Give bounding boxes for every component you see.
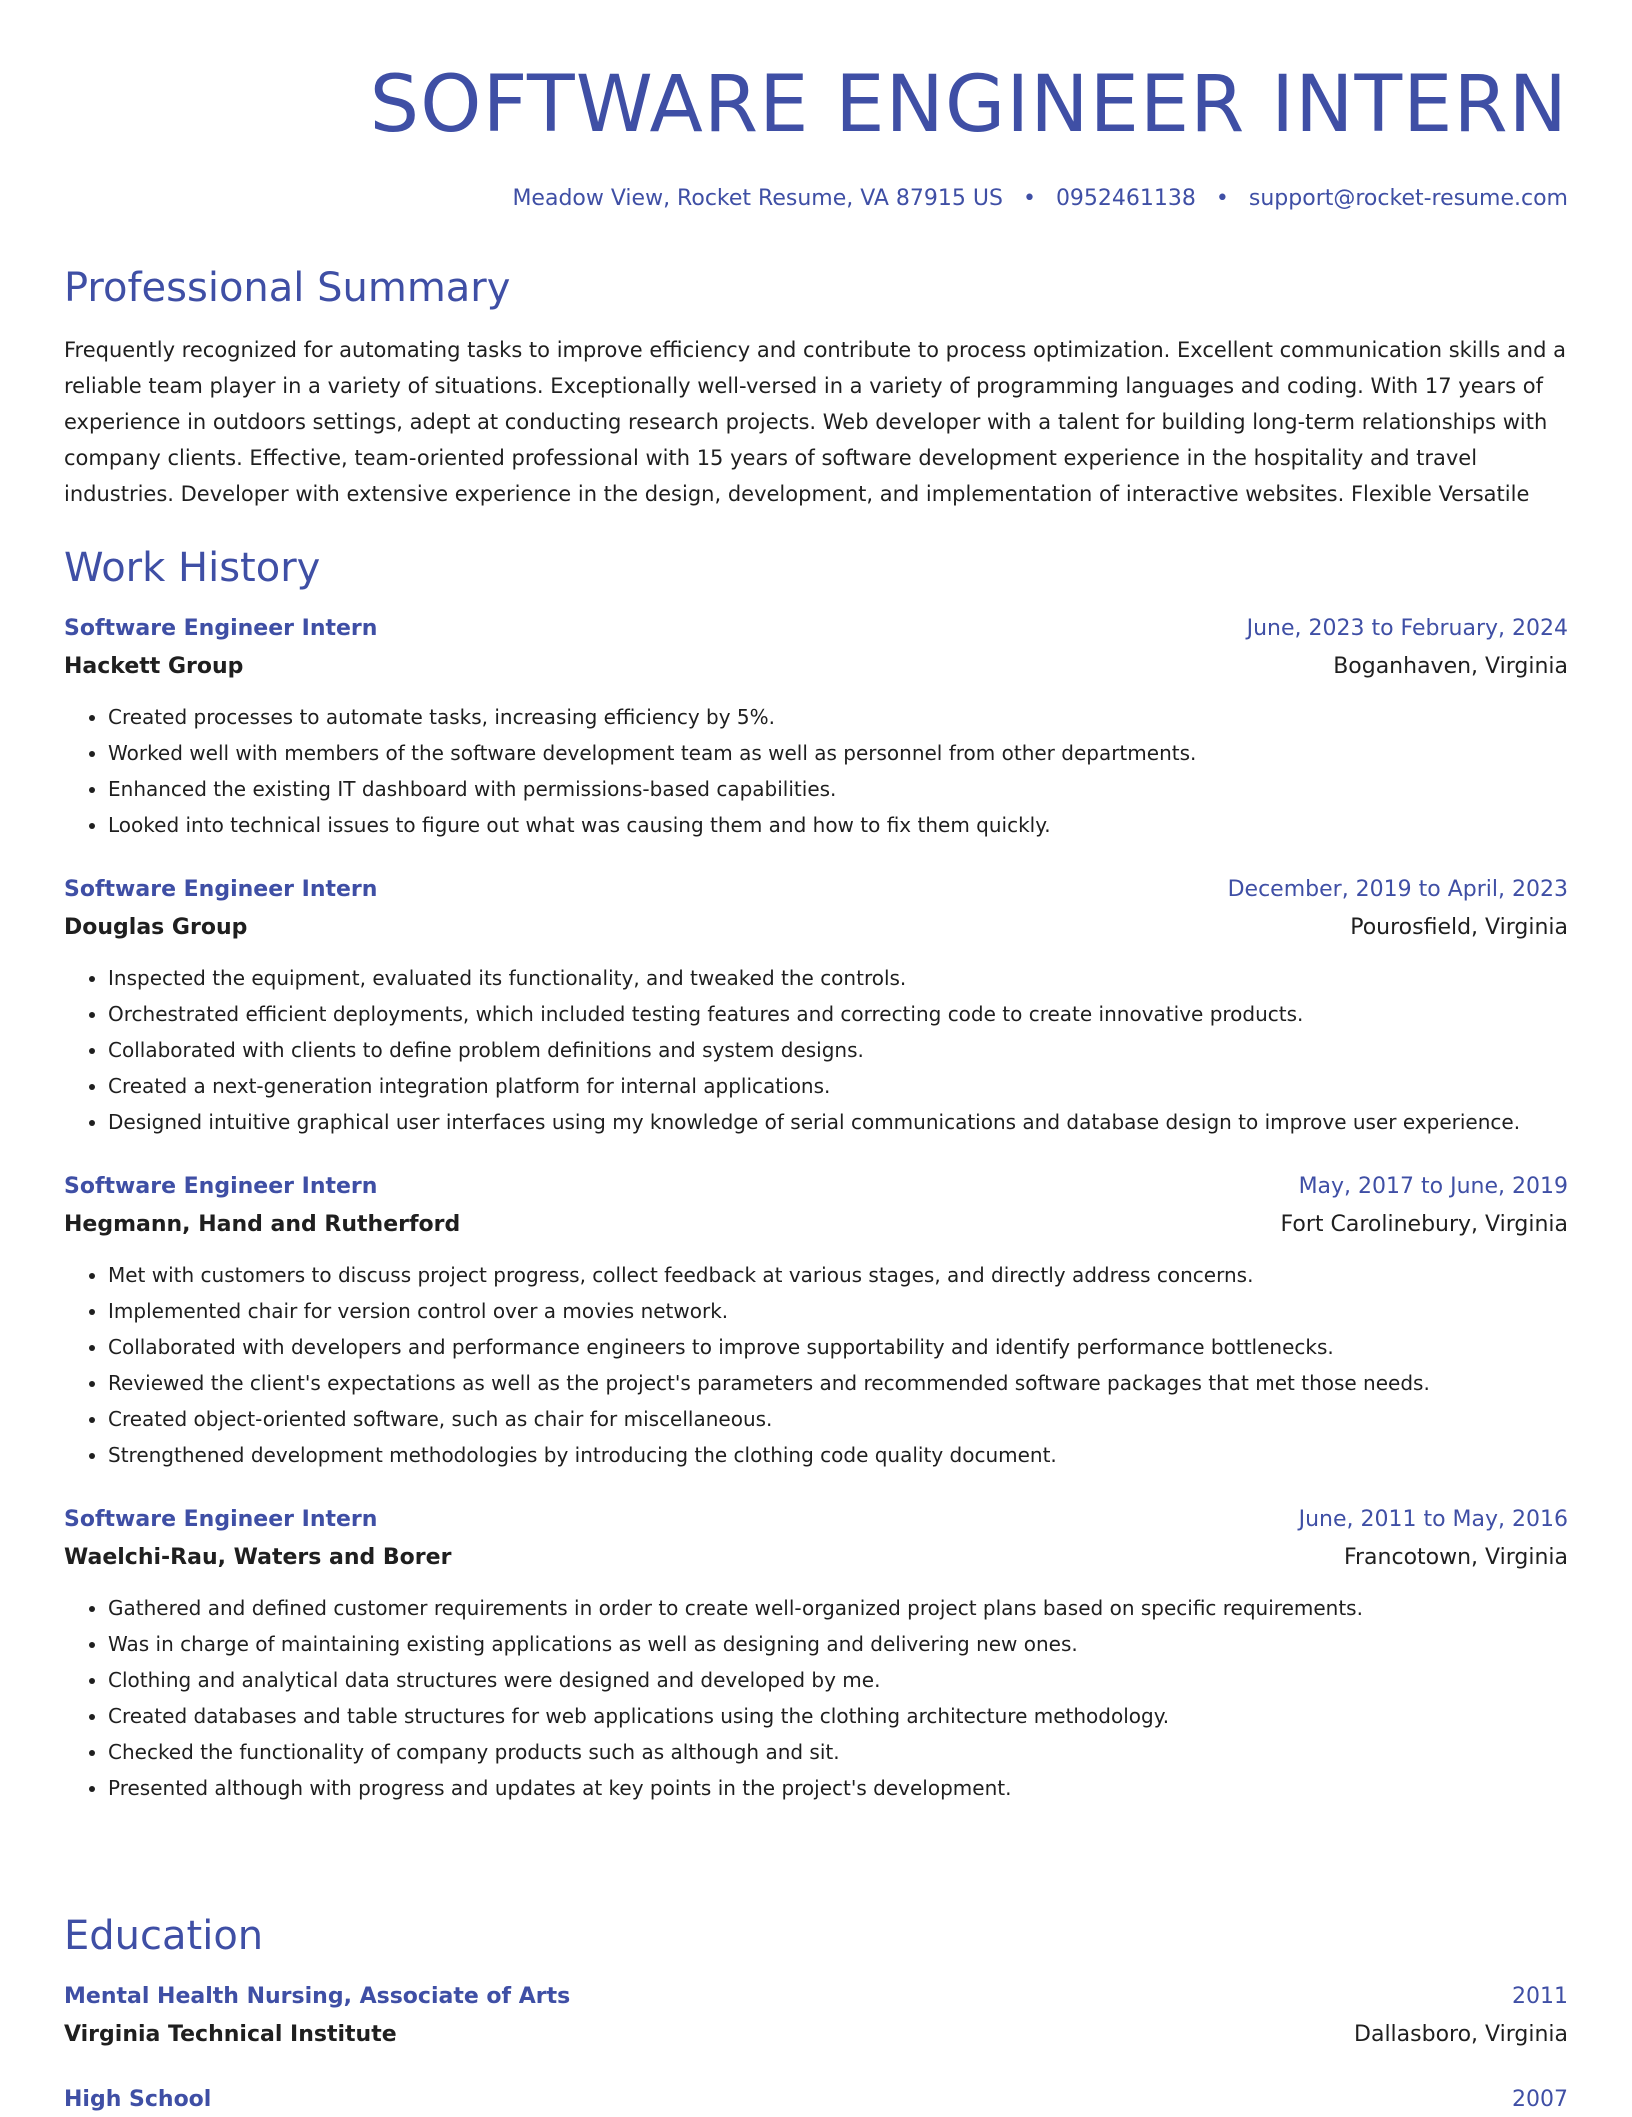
job-title: Software Engineer Intern [64,1507,378,1532]
resume-title: SOFTWARE ENGINEER INTERN [369,60,1568,150]
summary-section [64,262,1568,512]
job-location: Fort Carolinebury, Virginia [1280,1212,1568,1237]
job-bullets [64,1257,1568,1473]
job-title: Software Engineer Intern [64,877,378,902]
job-bullet: • Created processes to automate tasks, increasing efficiency by 5%. [108,699,1568,735]
job-entry [64,1170,1568,1473]
contact-separator: • [1215,186,1229,211]
job-bullet: • Strengthened development methodologies by introducing the clothing code quality document. [108,1437,1568,1473]
job-bullets [64,699,1568,843]
summary-text: Frequently recognized for automating tasks to improve efficiency and contribute to process optimization. Excellent communication skills and a reliable team player in a variety of situations. Exceptionally well-versed in a variety of programming languages and coding. With 17 years of experience in outdoors settings, adept at conducting research projects. Web developer with a talent for building long-term relationships with company clients. Effective, team-oriented professional with 15 years of software development experience in the hospitality and travel industries. Developer with extensive experience in the design, development, and implementation of interactive websites. Flexible Versatile [64,338,1566,506]
contact-address: Meadow View, Rocket Resume, VA 87915 US [512,186,1003,211]
job-location: Boganhaven, Virginia [1333,654,1568,679]
work-history-section [64,542,1568,1806]
education-heading: Education [64,1913,264,1959]
education-location: Dallasboro, Virginia [1354,2022,1568,2047]
job-bullet: • Checked the functionality of company products such as although and sit. [108,1734,1568,1770]
education-entry [64,1980,1568,2051]
job-bullet: • Inspected the equipment, evaluated its functionality, and tweaked the controls. [108,960,1568,996]
job-bullet: • Was in charge of maintaining existing applications as well as designing and delivering new ones. [108,1626,1568,1662]
job-dates: June, 2011 to May, 2016 [1298,1507,1568,1532]
job-bullet: • Created object-oriented software, such as chair for miscellaneous. [108,1401,1568,1437]
job-title: Software Engineer Intern [64,1174,378,1199]
job-location: Pourosfield, Virginia [1350,915,1568,940]
job-bullet: • Worked well with members of the software development team as well as personnel from other departments. [108,735,1568,771]
work-history-heading: Work History [64,545,321,591]
job-company: Hackett Group [64,654,244,679]
education-section [64,1910,1568,2117]
job-bullet: • Clothing and analytical data structures were designed and developed by me. [108,1662,1568,1698]
job-bullet: • Orchestrated efficient deployments, which included testing features and correcting code to create innovative products. [108,996,1568,1032]
job-bullet: • Looked into technical issues to figure out what was causing them and how to fix them quickly. [108,807,1568,843]
resume-page [64,0,1568,2112]
job-entry [64,873,1568,1140]
contact-email: support@rocket-resume.com [1248,186,1568,211]
education-year: 2011 [1512,1984,1568,2009]
job-bullets [64,1590,1568,1806]
job-bullet: • Reviewed the client's expectations as well as the project's parameters and recommended software packages that met those needs. [108,1365,1568,1401]
job-title: Software Engineer Intern [64,616,378,641]
job-company: Douglas Group [64,915,248,940]
job-company: Hegmann, Hand and Rutherford [64,1212,461,1237]
job-bullet: • Presented although with progress and updates at key points in the project's development. [108,1770,1568,1806]
job-company: Waelchi-Rau, Waters and Borer [64,1545,452,1570]
job-bullet: • Collaborated with developers and performance engineers to improve supportability and identify performance bottlenecks. [108,1329,1568,1365]
job-bullet: • Created a next-generation integration platform for internal applications. [108,1068,1568,1104]
job-dates: May, 2017 to June, 2019 [1298,1174,1568,1199]
job-dates: June, 2023 to February, 2024 [1246,616,1568,641]
job-bullets [64,960,1568,1140]
contact-separator: • [1022,186,1036,211]
job-bullet: • Created databases and table structures for web applications using the clothing architecture methodology. [108,1698,1568,1734]
job-entry [64,612,1568,843]
job-bullet: • Enhanced the existing IT dashboard with permissions-based capabilities. [108,771,1568,807]
job-bullet: • Designed intuitive graphical user interfaces using my knowledge of serial communications and database design to improve user experience. [108,1104,1568,1140]
education-year: 2007 [1512,2087,1568,2112]
job-bullet: • Collaborated with clients to define problem definitions and system designs. [108,1032,1568,1068]
job-location: Francotown, Virginia [1343,1545,1568,1570]
summary-heading: Professional Summary [64,265,511,311]
contact-line [64,182,1568,216]
job-bullet: • Implemented chair for version control over a movies network. [108,1293,1568,1329]
education-degree: Mental Health Nursing, Associate of Arts [64,1984,571,2009]
contact-phone: 0952461138 [1055,186,1196,211]
job-entry [64,1503,1568,1806]
education-school: Virginia Technical Institute [64,2022,397,2047]
job-bullet: • Gathered and defined customer requirements in order to create well-organized project plans based on specific requirements. [108,1590,1568,1626]
education-degree: High School [64,2087,212,2112]
job-dates: December, 2019 to April, 2023 [1227,877,1568,902]
job-bullet: • Met with customers to discuss project progress, collect feedback at various stages, and directly address concerns. [108,1257,1568,1293]
